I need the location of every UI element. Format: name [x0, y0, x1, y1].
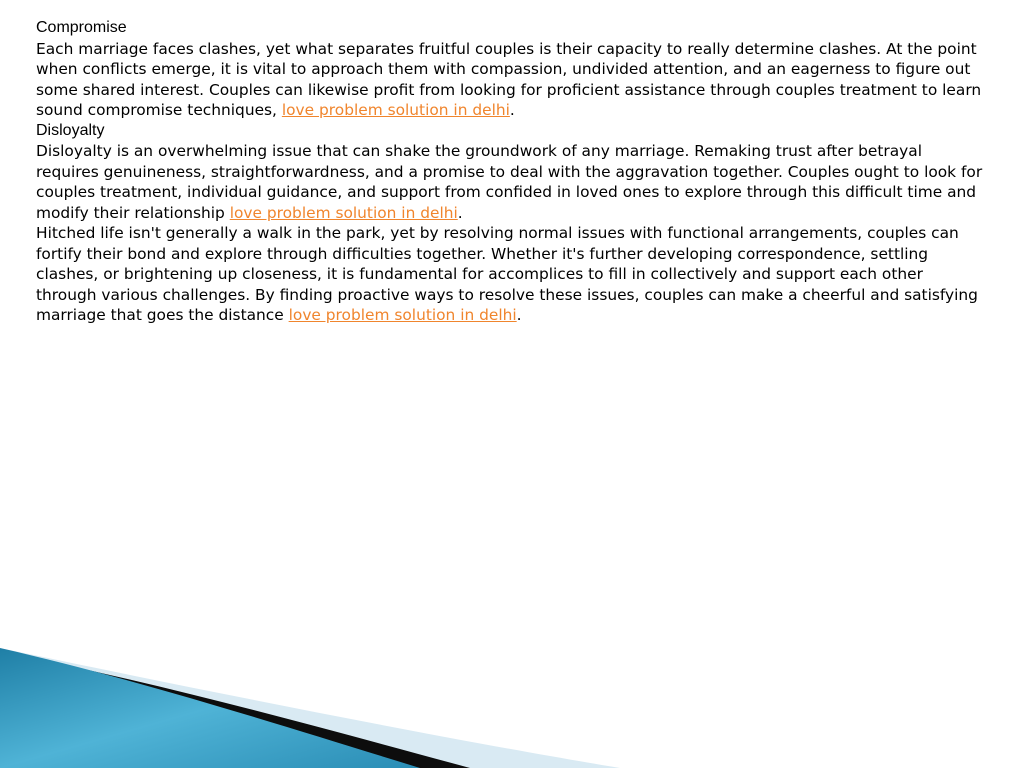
heading-compromise: Compromise	[36, 19, 127, 36]
love-problem-solution-link[interactable]: love problem solution in delhi	[281, 101, 510, 119]
paragraph-disloyalty	[36, 141, 986, 223]
slide-body	[36, 18, 986, 326]
love-problem-solution-link[interactable]: love problem solution in delhi	[229, 203, 458, 222]
paragraph-text: Hitched life isn't generally a walk in the park, yet by resolving normal issues with functional arrangements, couples can fortify their bond and explore through difficulties together. Whether it's further developing correspondence, settling clashes, or brightening up closeness, it is fundamental for accomplices to fill in collectively and support each other through various challenges. By finding proactive ways to resolve these issues, couples can make a cheerful and satisfying marriage that goes the distance	[36, 224, 978, 324]
trailing-period: .	[509, 101, 515, 119]
paragraph-compromise	[36, 39, 986, 121]
trailing-period: .	[516, 306, 522, 324]
heading-disloyalty: Disloyalty	[36, 121, 105, 139]
love-problem-solution-link[interactable]: love problem solution in delhi	[288, 306, 517, 324]
paragraph-text: Each marriage faces clashes, yet what separates fruitful couples is their capacity to really determine clashes. At the point when conflicts emerge, it is vital to approach them with compassion, undivided attention, and an eagerness to figure out some shared interest. Couples can likewise profit from looking for proficient assistance through couples treatment to learn sound compromise techniques,	[36, 39, 982, 119]
paragraph-conclusion	[36, 223, 986, 326]
paragraph-text: Disloyalty is an overwhelming issue that can shake the groundwork of any marriage. Remaking trust after betrayal requires genuineness, straightforwardness, and a promise to deal with the aggravation together. Couples ought to look for couples treatment, individual guidance, and support from confided in loved ones to explore through this difficult time and modify their relationship	[36, 142, 983, 222]
trailing-period: .	[457, 203, 463, 222]
swoosh-blue-band	[0, 648, 420, 768]
